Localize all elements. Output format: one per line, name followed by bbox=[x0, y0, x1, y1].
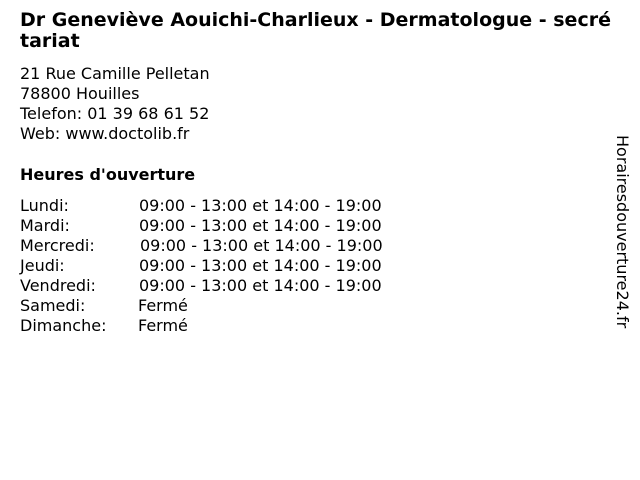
day-hours: 09:00 - 13:00 et 14:00 - 19:00 bbox=[139, 276, 382, 295]
day-label: Dimanche: bbox=[20, 316, 107, 335]
day-label: Jeudi: bbox=[20, 256, 65, 275]
hours-row-friday bbox=[20, 276, 620, 296]
day-label: Lundi: bbox=[20, 196, 69, 215]
hours-row-monday bbox=[20, 196, 620, 216]
day-label: Vendredi: bbox=[20, 276, 96, 295]
day-label: Mercredi: bbox=[20, 236, 95, 255]
hours-row-wednesday bbox=[20, 236, 620, 256]
city-postcode: 78800 Houilles bbox=[20, 84, 140, 103]
side-brand-text: Horairesdouverture24.fr bbox=[613, 135, 632, 329]
opening-hours-heading: Heures d'ouverture bbox=[20, 165, 196, 184]
day-hours: 09:00 - 13:00 et 14:00 - 19:00 bbox=[140, 236, 383, 255]
phone-number: Telefon: 01 39 68 61 52 bbox=[20, 104, 210, 123]
website: Web: www.doctolib.fr bbox=[20, 124, 190, 143]
opening-hours-table bbox=[20, 196, 620, 336]
street-address: 21 Rue Camille Pelletan bbox=[20, 64, 210, 83]
day-hours: 09:00 - 13:00 et 14:00 - 19:00 bbox=[139, 196, 382, 215]
business-card bbox=[20, 10, 620, 336]
day-label: Mardi: bbox=[20, 216, 70, 235]
business-title: Dr Geneviève Aouichi-Charlieux - Dermatologue - secrétariat bbox=[20, 9, 611, 52]
hours-row-tuesday bbox=[20, 216, 620, 236]
day-hours: Fermé bbox=[138, 316, 188, 335]
day-hours: 09:00 - 13:00 et 14:00 - 19:00 bbox=[139, 256, 382, 275]
day-label: Samedi: bbox=[20, 296, 86, 315]
address-block bbox=[20, 64, 620, 144]
day-hours: Fermé bbox=[138, 296, 188, 315]
hours-row-saturday bbox=[20, 296, 620, 316]
side-brand-watermark bbox=[612, 135, 632, 373]
day-hours: 09:00 - 13:00 et 14:00 - 19:00 bbox=[139, 216, 382, 235]
hours-row-thursday bbox=[20, 256, 620, 276]
hours-row-sunday bbox=[20, 316, 620, 336]
